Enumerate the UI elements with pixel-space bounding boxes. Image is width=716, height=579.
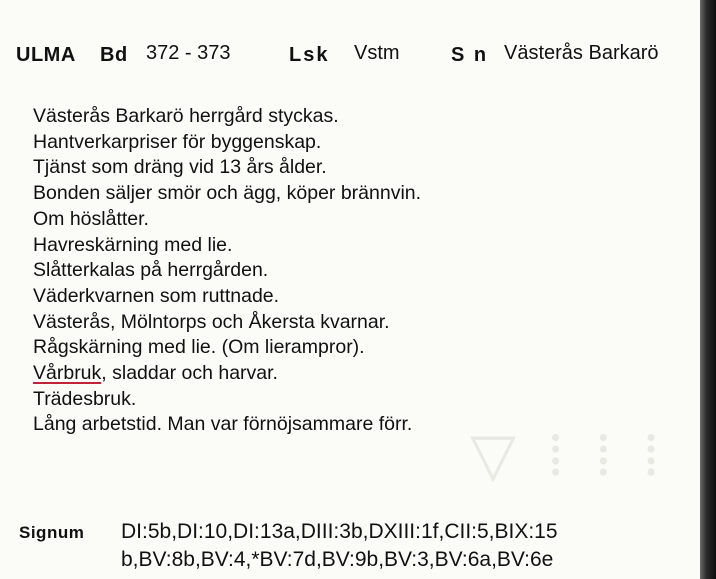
content-line-underlined [33, 361, 673, 387]
content-lines [33, 104, 673, 438]
show-through-artifact: ▽ ⁞ ⁞ ⁞ [470, 420, 666, 490]
content-line: Väderkvarnen som ruttnade. [33, 284, 280, 307]
content-line: Tjänst som dräng vid 13 års ålder. [33, 156, 327, 179]
sn-label: S n [451, 44, 489, 66]
content-line: Västerås Barkarö herrgård styckas. [33, 105, 339, 127]
content-line: Bonden säljer smör och ägg, köper brännvin. [33, 182, 422, 205]
signum-label: Signum [19, 523, 85, 542]
underlined-word: Vårbruk [33, 362, 102, 385]
lsk-value: Vstm [354, 42, 400, 64]
content-line: Havreskärning med lie. [33, 233, 233, 256]
signum-values [121, 518, 700, 574]
content-line: Rågskärning med lie. (Om lierampror). [33, 336, 365, 359]
signum-line: b,BV:8b,BV:4,*BV:7d,BV:9b,BV:3,BV:6a,BV:6e [121, 548, 554, 571]
content-line: Lång arbetstid. Man var förnöjsammare förr. [33, 413, 413, 436]
scan-edge-shadow [700, 0, 716, 579]
signum-line: DI:5b,DI:10,DI:13a,DIII:3b,DXIII:1f,CII:5,BIX:15 [121, 520, 558, 543]
bd-label: Bd [100, 44, 128, 66]
bd-value: 372 - 373 [146, 42, 231, 64]
content-line: Västerås, Mölntorps och Åkersta kvarnar. [33, 310, 390, 333]
sn-value: Västerås Barkarö [504, 42, 659, 64]
card-header [16, 40, 696, 72]
content-line: Hantverkarpriser för byggenskap. [33, 130, 322, 153]
underlined-line-rest: , sladdar och harvar. [101, 362, 278, 385]
archive-label: ULMA [16, 44, 76, 66]
lsk-label: Lsk [289, 44, 330, 66]
content-line: Trädesbruk. [33, 387, 137, 410]
content-line: Om höslåtter. [33, 207, 149, 230]
content-line: Slåtterkalas på herrgården. [33, 259, 269, 282]
